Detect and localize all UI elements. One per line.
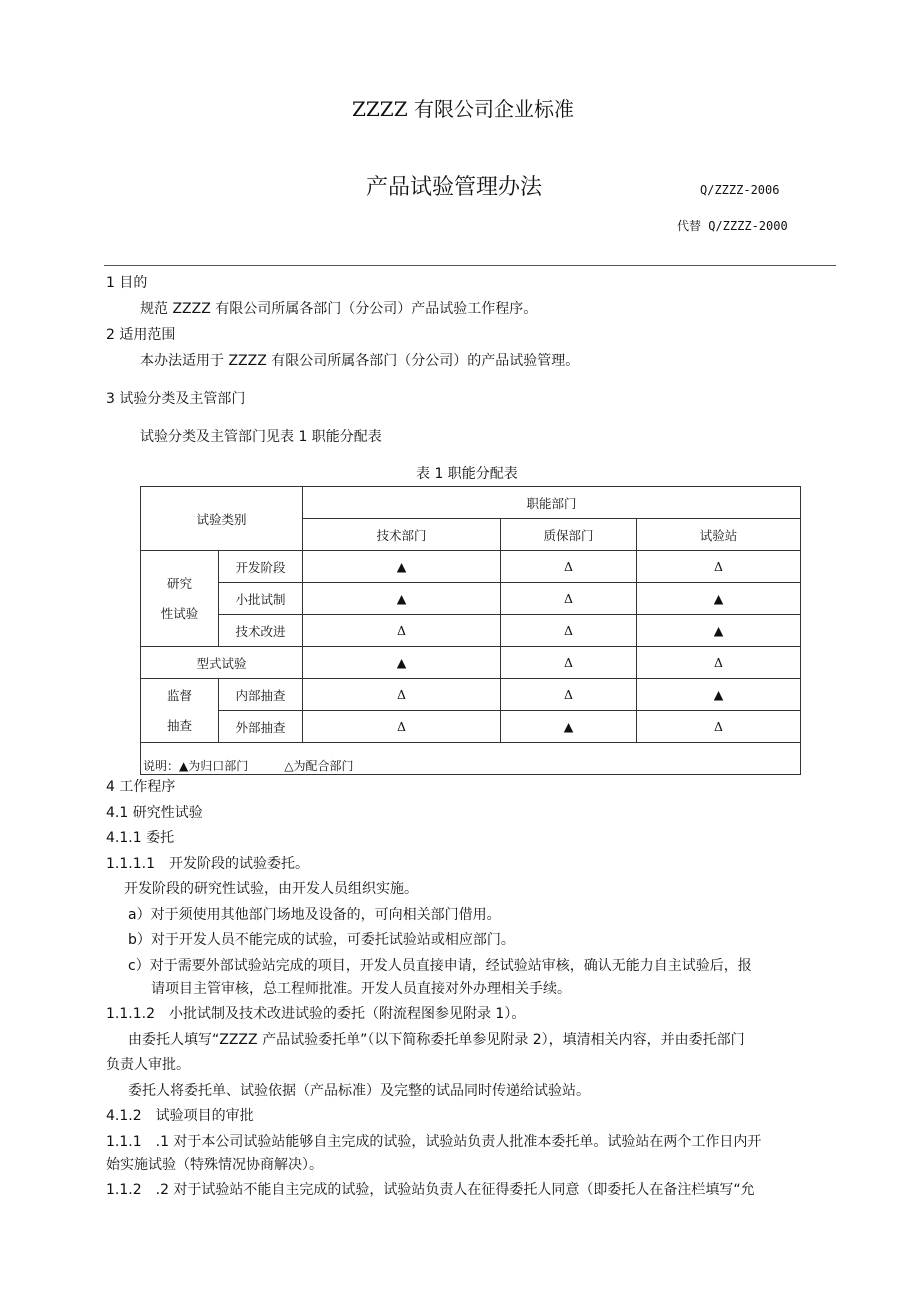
list-item: c）对于需要外部试验站完成的项目，开发人员直接申请，经试验站审核，确认无能力自主试验后，报 — [128, 958, 752, 974]
table-note: 说明：▲为归口部门 △为配合部门 — [141, 743, 801, 775]
section-heading: 4.1 研究性试验 — [106, 805, 203, 821]
cell: Δ — [637, 647, 801, 679]
table-row — [141, 551, 801, 583]
table-row — [141, 679, 801, 711]
paragraph: 委托人将委托单、试验依据（产品标准）及完整的试品同时传递给试验站。 — [128, 1083, 590, 1099]
cell: Δ — [501, 615, 637, 647]
function-allocation-table — [140, 486, 801, 775]
cell: Δ — [303, 615, 501, 647]
group-research: 研究 性试验 — [141, 551, 219, 647]
row-label: 技术改进 — [219, 615, 303, 647]
section-heading: 4 工作程序 — [106, 779, 176, 795]
row-label: 型式试验 — [141, 647, 303, 679]
cell: Δ — [303, 679, 501, 711]
section-heading: 2 适用范围 — [106, 327, 176, 343]
document-title: 产品试验管理办法 — [366, 175, 543, 200]
col-header: 试验站 — [637, 519, 801, 551]
list-item: b）对于开发人员不能完成的试验，可委托试验站或相应部门。 — [128, 932, 515, 948]
section-heading: 4.1.1 委托 — [106, 830, 175, 846]
paragraph-continuation: 负责人审批。 — [106, 1057, 190, 1073]
clause-heading: 1.1.1.2 小批试制及技术改进试验的委托（附流程图参见附录 1）。 — [106, 1006, 526, 1022]
paragraph: 试验分类及主管部门见表 1 职能分配表 — [140, 429, 382, 445]
list-item: a）对于须使用其他部门场地及设备的，可向相关部门借用。 — [128, 907, 501, 923]
cell: ▲ — [637, 615, 801, 647]
cell: Δ — [637, 711, 801, 743]
replaces-code: 代替 Q/ZZZZ-2000 — [677, 219, 788, 233]
table-row — [141, 615, 801, 647]
cell: ▲ — [501, 711, 637, 743]
paragraph: 规范 ZZZZ 有限公司所属各部门（分公司）产品试验工作程序。 — [140, 301, 538, 317]
clause: 1.1.1 .1 对于本公司试验站能够自主完成的试验，试验站负责人批准本委托单。试验站在两个工作日内开 — [106, 1134, 762, 1150]
list-item-continuation: 请项目主管审核，总工程师批准。开发人员直接对外办理相关手续。 — [151, 981, 571, 997]
clause: 1.1.2 .2 对于试验站不能自主完成的试验，试验站负责人在征得委托人同意（即委托人在备注栏填写“允 — [106, 1182, 755, 1198]
col-header: 技术部门 — [303, 519, 501, 551]
row-label: 开发阶段 — [219, 551, 303, 583]
table-caption: 表 1 职能分配表 — [416, 466, 518, 482]
cell: Δ — [501, 679, 637, 711]
table-row — [141, 647, 801, 679]
cell: ▲ — [637, 679, 801, 711]
clause-continuation: 始实施试验（特殊情况协商解决）。 — [106, 1157, 323, 1173]
cell: Δ — [637, 551, 801, 583]
section-heading: 4.1.2 试验项目的审批 — [106, 1108, 254, 1124]
cell: Δ — [303, 711, 501, 743]
col-header: 质保部门 — [501, 519, 637, 551]
paragraph: 由委托人填写“ZZZZ 产品试验委托单”（以下简称委托单参见附录 2），填清相关内容，并由委托部门 — [128, 1032, 745, 1048]
paragraph: 开发阶段的研究性试验，由开发人员组织实施。 — [124, 881, 418, 897]
cell: Δ — [501, 551, 637, 583]
clause-heading: 1.1.1.1 开发阶段的试验委托。 — [106, 856, 309, 872]
table-row — [141, 711, 801, 743]
cell: Δ — [501, 647, 637, 679]
row-label: 小批试制 — [219, 583, 303, 615]
cell: Δ — [501, 583, 637, 615]
org-standard-heading: ZZZZ 有限公司企业标准 — [352, 97, 574, 121]
cell: ▲ — [303, 551, 501, 583]
cell: ▲ — [303, 583, 501, 615]
cell: ▲ — [637, 583, 801, 615]
header-divider — [104, 265, 836, 266]
row-label: 内部抽查 — [219, 679, 303, 711]
standard-code: Q/ZZZZ-2006 — [700, 183, 780, 197]
section-heading: 1 目的 — [106, 275, 148, 291]
group-inspection: 监督 抽查 — [141, 679, 219, 743]
table-row — [141, 583, 801, 615]
header-category: 试验类别 — [141, 487, 303, 551]
row-label: 外部抽查 — [219, 711, 303, 743]
header-department: 职能部门 — [303, 487, 801, 519]
paragraph: 本办法适用于 ZZZZ 有限公司所属各部门（分公司）的产品试验管理。 — [140, 353, 580, 369]
section-heading: 3 试验分类及主管部门 — [106, 391, 246, 407]
cell: ▲ — [303, 647, 501, 679]
